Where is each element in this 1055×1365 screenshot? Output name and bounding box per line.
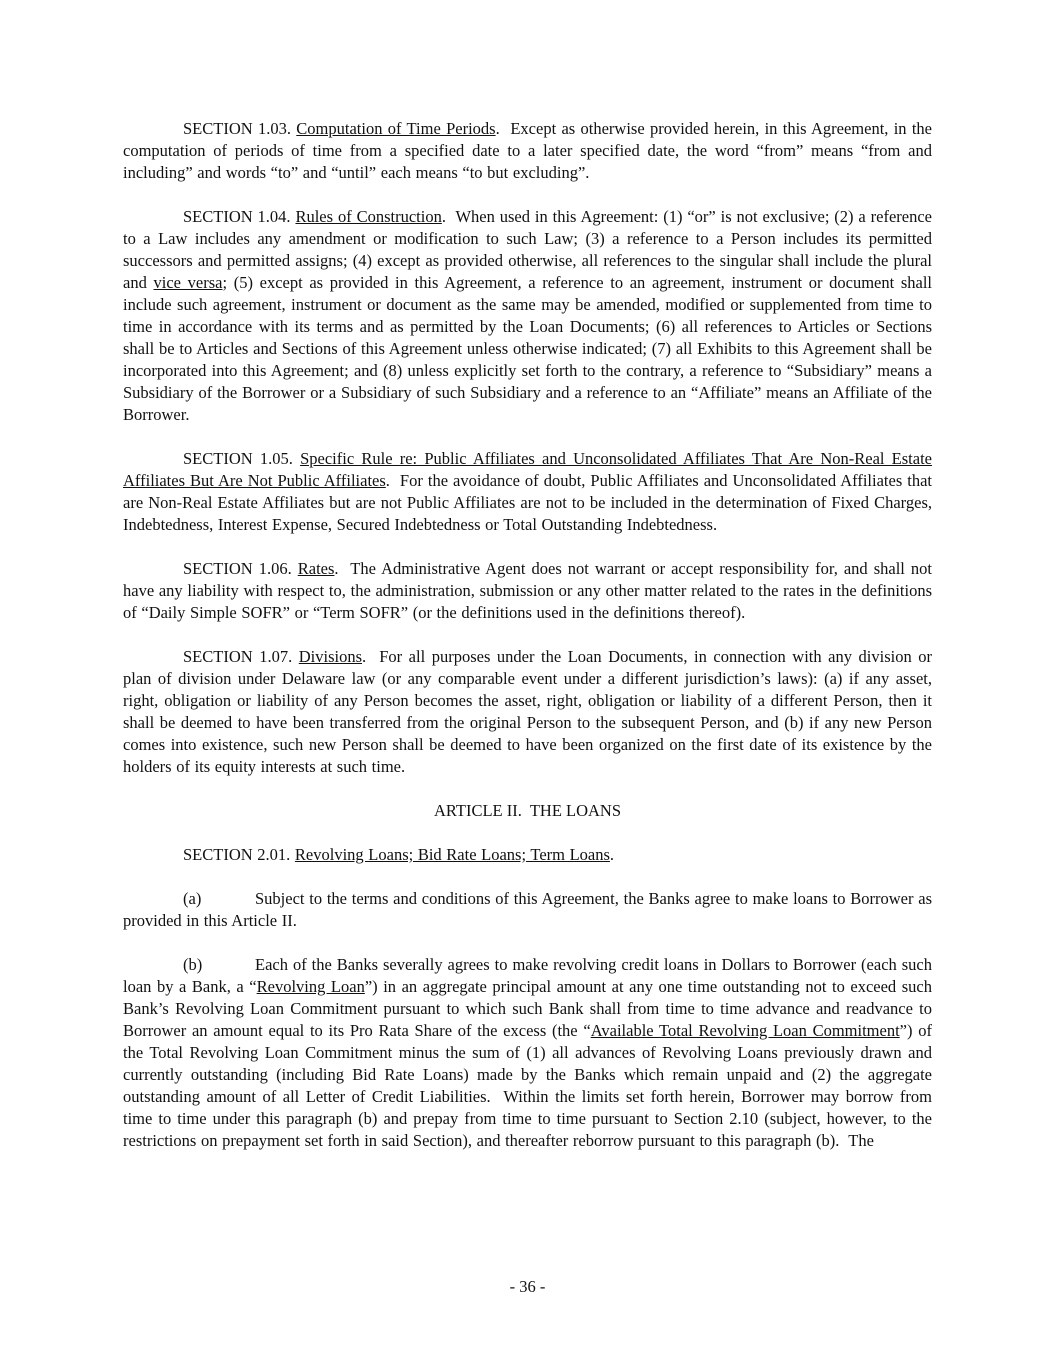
section-1-04-label: SECTION 1.04. xyxy=(183,207,296,226)
paragraph-a-body: Subject to the terms and conditions of this Agreement, the Banks agree to make loans to Borrower as provided in this Article II. xyxy=(123,889,932,930)
section-1-07-paragraph xyxy=(123,646,932,778)
section-1-05-label: SECTION 1.05. xyxy=(183,449,301,468)
section-1-06-paragraph xyxy=(123,558,932,624)
section-1-06-title: Rates xyxy=(297,559,335,578)
section-2-01-heading-paragraph xyxy=(123,844,932,866)
section-1-04-body-1: . When used in this Agreement: (1) “or” is not exclusive; (2) a reference to a Law includes any amendment or modification to such Law; (3) a reference to a Person includes its permitted successors and permitted assigns; (4) except as provided otherwise, all references to the singular shall include the plural and xyxy=(123,207,933,292)
paragraph-b-label: (b) xyxy=(183,955,203,974)
section-2-01-body: . xyxy=(609,845,615,864)
section-1-03-label: SECTION 1.03. xyxy=(183,119,297,138)
section-1-04-paragraph xyxy=(123,206,932,426)
section-2-01-label: SECTION 2.01. xyxy=(183,845,295,864)
section-2-01-title: Revolving Loans; Bid Rate Loans; Term Loans xyxy=(294,845,610,864)
defined-term-revolving-loan: Revolving Loan xyxy=(256,977,365,996)
paragraph-b-body-2: ”) in an aggregate principal amount at any one time outstanding not to exceed such Bank’s Revolving Loan Commitment pursuant to which such Bank shall from time to time advance and readvance to Borrower an amount equal to its Pro Rata Share of the excess (the “ xyxy=(123,977,932,1040)
section-2-01-b-paragraph xyxy=(123,954,932,1152)
section-1-05-title: Specific Rule re: Public Affiliates and Unconsolidated Affiliates That Are Non-Real Estate Affiliates But Are Not Public Affiliates xyxy=(123,449,932,490)
section-1-03-title: Computation of Time Periods xyxy=(296,119,496,138)
section-1-05-body: . For the avoidance of doubt, Public Affiliates and Unconsolidated Affiliates that are Non-Real Estate Affiliates but are not Public Affiliates are not to be included in the determination of Fixed Charges, Indebtedness, Interest Expense, Secured Indebtedness or Total Outstanding Indebtedness. xyxy=(123,471,932,534)
section-1-07-body: . For all purposes under the Loan Documents, in connection with any division or plan of division under Delaware law (or any comparable event under a different jurisdiction’s laws): (a) if any asset, right, obligation or liability of any Person becomes the asset, right, obligation or liability of a different Person, then it shall be deemed to have been transferred from the original Person to the subsequent Person, and (b) if any new Person comes into existence, such new Person shall be deemed to have been organized on the first date of its existence by the holders of its equity interests at such time. xyxy=(123,647,932,776)
section-2-01-a-paragraph xyxy=(123,888,932,932)
paragraph-b-body-1: Each of the Banks severally agrees to make revolving credit loans in Dollars to Borrower (each such loan by a Bank, a “ xyxy=(123,955,932,996)
section-1-04-title: Rules of Construction xyxy=(295,207,442,226)
paragraph-b-body-3: ”) of the Total Revolving Loan Commitment minus the sum of (1) all advances of Revolving Loans previously drawn and currently outstanding (including Bid Rate Loans) made by the Banks which remain unpaid and (2) the aggregate outstanding amount of all Letter of Credit Liabilities. Within the limits set forth herein, Borrower may borrow from time to time under this paragraph (b) and prepay from time to time pursuant to Section 2.10 (subject, however, to the restrictions on prepayment set forth in said Section), and thereafter reborrow pursuant to this paragraph (b). The xyxy=(123,1021,932,1150)
section-1-05-paragraph xyxy=(123,448,932,536)
section-1-04-body-2: ; (5) except as provided in this Agreement, a reference to an agreement, instrument or document shall include such agreement, instrument or document as the same may be amended, modified or supplemented from time to time in accordance with its terms and as permitted by the Loan Documents; (6) all references to Articles or Sections shall be to Articles and Sections of this Agreement unless otherwise indicated; (7) all Exhibits to this Agreement shall be incorporated into this Agreement; and (8) unless explicitly set forth to the contrary, a reference to “Subsidiary” means a Subsidiary of the Borrower or a Subsidiary of such Subsidiary and a reference to an “Affiliate” means an Affiliate of the Borrower. xyxy=(123,273,933,424)
section-1-07-label: SECTION 1.07. xyxy=(183,647,299,666)
paragraph-a-label: (a) xyxy=(183,889,202,908)
section-1-04-latin-term: vice versa xyxy=(153,273,223,292)
page-number: - 36 - xyxy=(509,1277,546,1296)
article-2-heading: ARTICLE II. THE LOANS xyxy=(433,801,622,820)
section-1-03-paragraph xyxy=(123,118,932,184)
defined-term-available-total-revolving-loan-commitment: Available Total Revolving Loan Commitment xyxy=(590,1021,900,1040)
section-1-06-label: SECTION 1.06. xyxy=(183,559,298,578)
section-1-06-body: . The Administrative Agent does not warrant or accept responsibility for, and shall not have any liability with respect to, the administration, submission or any other matter related to the rates in the definitions of “Daily Simple SOFR” or “Term SOFR” (or the definitions used in the definitions thereof). xyxy=(123,559,932,622)
section-1-03-body: . Except as otherwise provided herein, in this Agreement, in the computation of periods of time from a specified date to a later specified date, the word “from” means “from and including” and words “to” and “until” each means “to but excluding”. xyxy=(123,119,933,182)
section-1-07-title: Divisions xyxy=(298,647,363,666)
